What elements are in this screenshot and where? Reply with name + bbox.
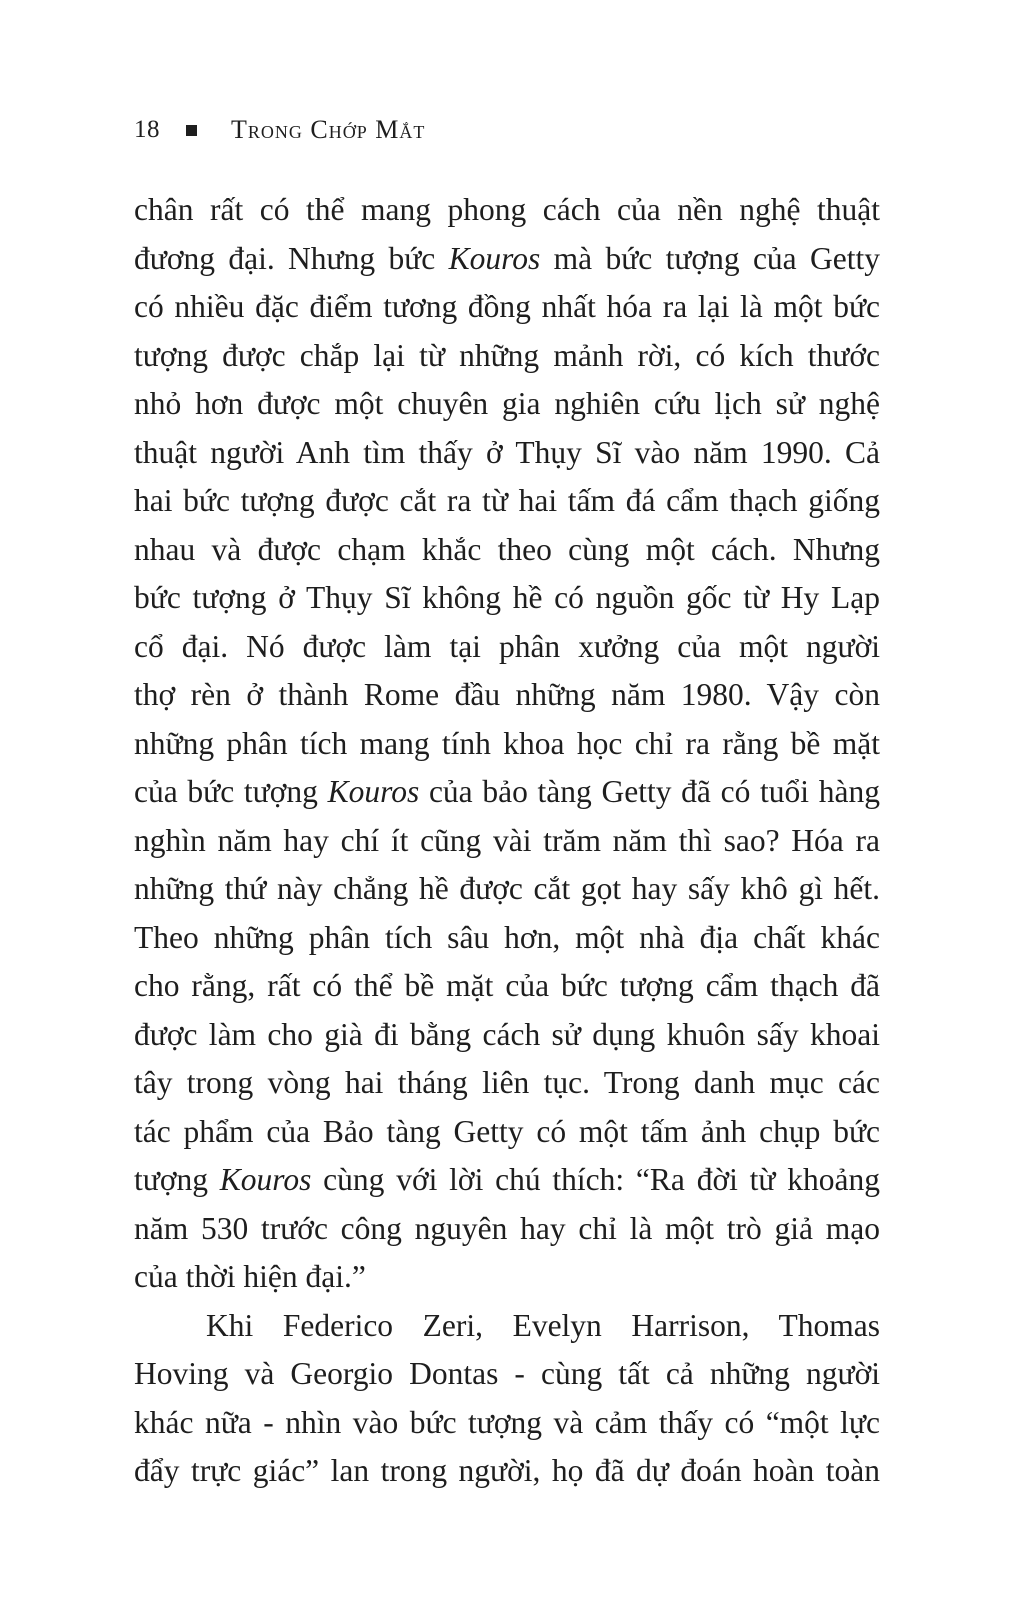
text-run: cổ đại. Nó được làm tại phân xưởng của một người: [134, 628, 880, 664]
text-run: khác nữa - nhìn vào bức tượng và cảm thấy có “một lực: [134, 1404, 880, 1440]
text-line: [134, 962, 880, 1011]
text-run: nhau và được chạm khắc theo cùng một cách. Nhưng: [134, 531, 880, 567]
text-line: [134, 186, 880, 235]
text-run: những phân tích mang tính khoa học chỉ ra rằng bề mặt: [134, 725, 880, 761]
text-line: [134, 865, 880, 914]
text-line: [134, 526, 880, 575]
paragraph: [134, 1302, 880, 1496]
text-line: [134, 671, 880, 720]
text-run: nghìn năm hay chí ít cũng vài trăm năm thì sao? Hóa ra: [134, 822, 880, 858]
text-line: [134, 380, 880, 429]
text-run: đương đại. Nhưng bức: [134, 240, 449, 276]
text-run: mà bức tượng của Getty: [540, 240, 880, 276]
text-line: [134, 1302, 880, 1351]
text-line: [134, 332, 880, 381]
text-run: của bảo tàng Getty đã có tuổi hàng: [419, 774, 880, 809]
text-run: thuật người Anh tìm thấy ở Thụy Sĩ vào năm 1990. Cả: [134, 434, 880, 470]
text-line: [134, 914, 880, 963]
text-line: [134, 1011, 880, 1060]
text-run: có nhiều đặc điểm tương đồng nhất hóa ra lại là một bức: [134, 289, 880, 324]
text-run: của thời hiện đại.”: [134, 1259, 366, 1294]
text-run: bức tượng ở Thụy Sĩ không hề có nguồn gốc từ Hy Lạp: [134, 580, 880, 615]
text-line: [134, 1205, 880, 1254]
text-run: được làm cho già đi bằng cách sử dụng khuôn sấy khoai: [134, 1016, 880, 1052]
running-header: [134, 112, 425, 148]
text-run: những thứ này chẳng hề được cắt gọt hay sấy khô gì hết.: [134, 871, 880, 906]
text-run: nhỏ hơn được một chuyên gia nghiên cứu lịch sử nghệ: [134, 386, 880, 421]
text-run: thợ rèn ở thành Rome đầu những năm 1980. Vậy còn: [134, 677, 880, 712]
text-line: [134, 1447, 880, 1496]
text-line: [134, 1059, 880, 1108]
text-run: Theo những phân tích sâu hơn, một nhà địa chất khác: [134, 919, 880, 955]
text-run: tây trong vòng hai tháng liên tục. Trong danh mục các: [134, 1065, 880, 1100]
text-line: [134, 720, 880, 769]
italic-title: Kouros: [448, 240, 541, 276]
text-line: [134, 768, 880, 817]
text-run: cho rằng, rất có thể bề mặt của bức tượng cẩm thạch đã: [134, 968, 880, 1003]
text-line: [134, 1350, 880, 1399]
book-title: Trong Chớp Mắt: [231, 115, 426, 144]
text-run: hai bức tượng được cắt ra từ hai tấm đá cẩm thạch giống: [134, 483, 880, 518]
text-line: [134, 817, 880, 866]
text-run: của bức tượng: [134, 774, 328, 809]
text-line: [134, 429, 880, 478]
italic-title: Kouros: [219, 1162, 312, 1197]
text-run: tượng được chắp lại từ những mảnh rời, có kích thước: [134, 337, 880, 373]
text-run: Khi Federico Zeri, Evelyn Harrison, Thomas: [206, 1307, 880, 1343]
text-run: cùng với lời chú thích: “Ra đời từ khoảng: [311, 1162, 880, 1197]
text-run: chân rất có thể mang phong cách của nền nghệ thuật: [134, 192, 880, 227]
text-run: đẩy trực giác” lan trong người, họ đã dự đoán hoàn toàn: [134, 1453, 880, 1488]
page-number: 18: [134, 116, 160, 143]
text-run: năm 530 trước công nguyên hay chỉ là một trò giả mạo: [134, 1210, 880, 1246]
body-text: [134, 186, 880, 1496]
paragraph: [134, 186, 880, 1302]
italic-title: Kouros: [327, 774, 420, 809]
square-bullet-icon: [186, 125, 197, 136]
text-line: [134, 477, 880, 526]
text-line: [134, 1253, 880, 1302]
text-run: tác phẩm của Bảo tàng Getty có một tấm ảnh chụp bức: [134, 1113, 880, 1149]
text-run: Hoving và Georgio Dontas - cùng tất cả những người: [134, 1356, 880, 1391]
text-line: [134, 235, 880, 284]
text-line: [134, 574, 880, 623]
text-line: [134, 1108, 880, 1157]
text-line: [134, 1156, 880, 1205]
text-line: [134, 623, 880, 672]
text-line: [134, 283, 880, 332]
text-line: [134, 1399, 880, 1448]
text-run: tượng: [134, 1162, 220, 1197]
